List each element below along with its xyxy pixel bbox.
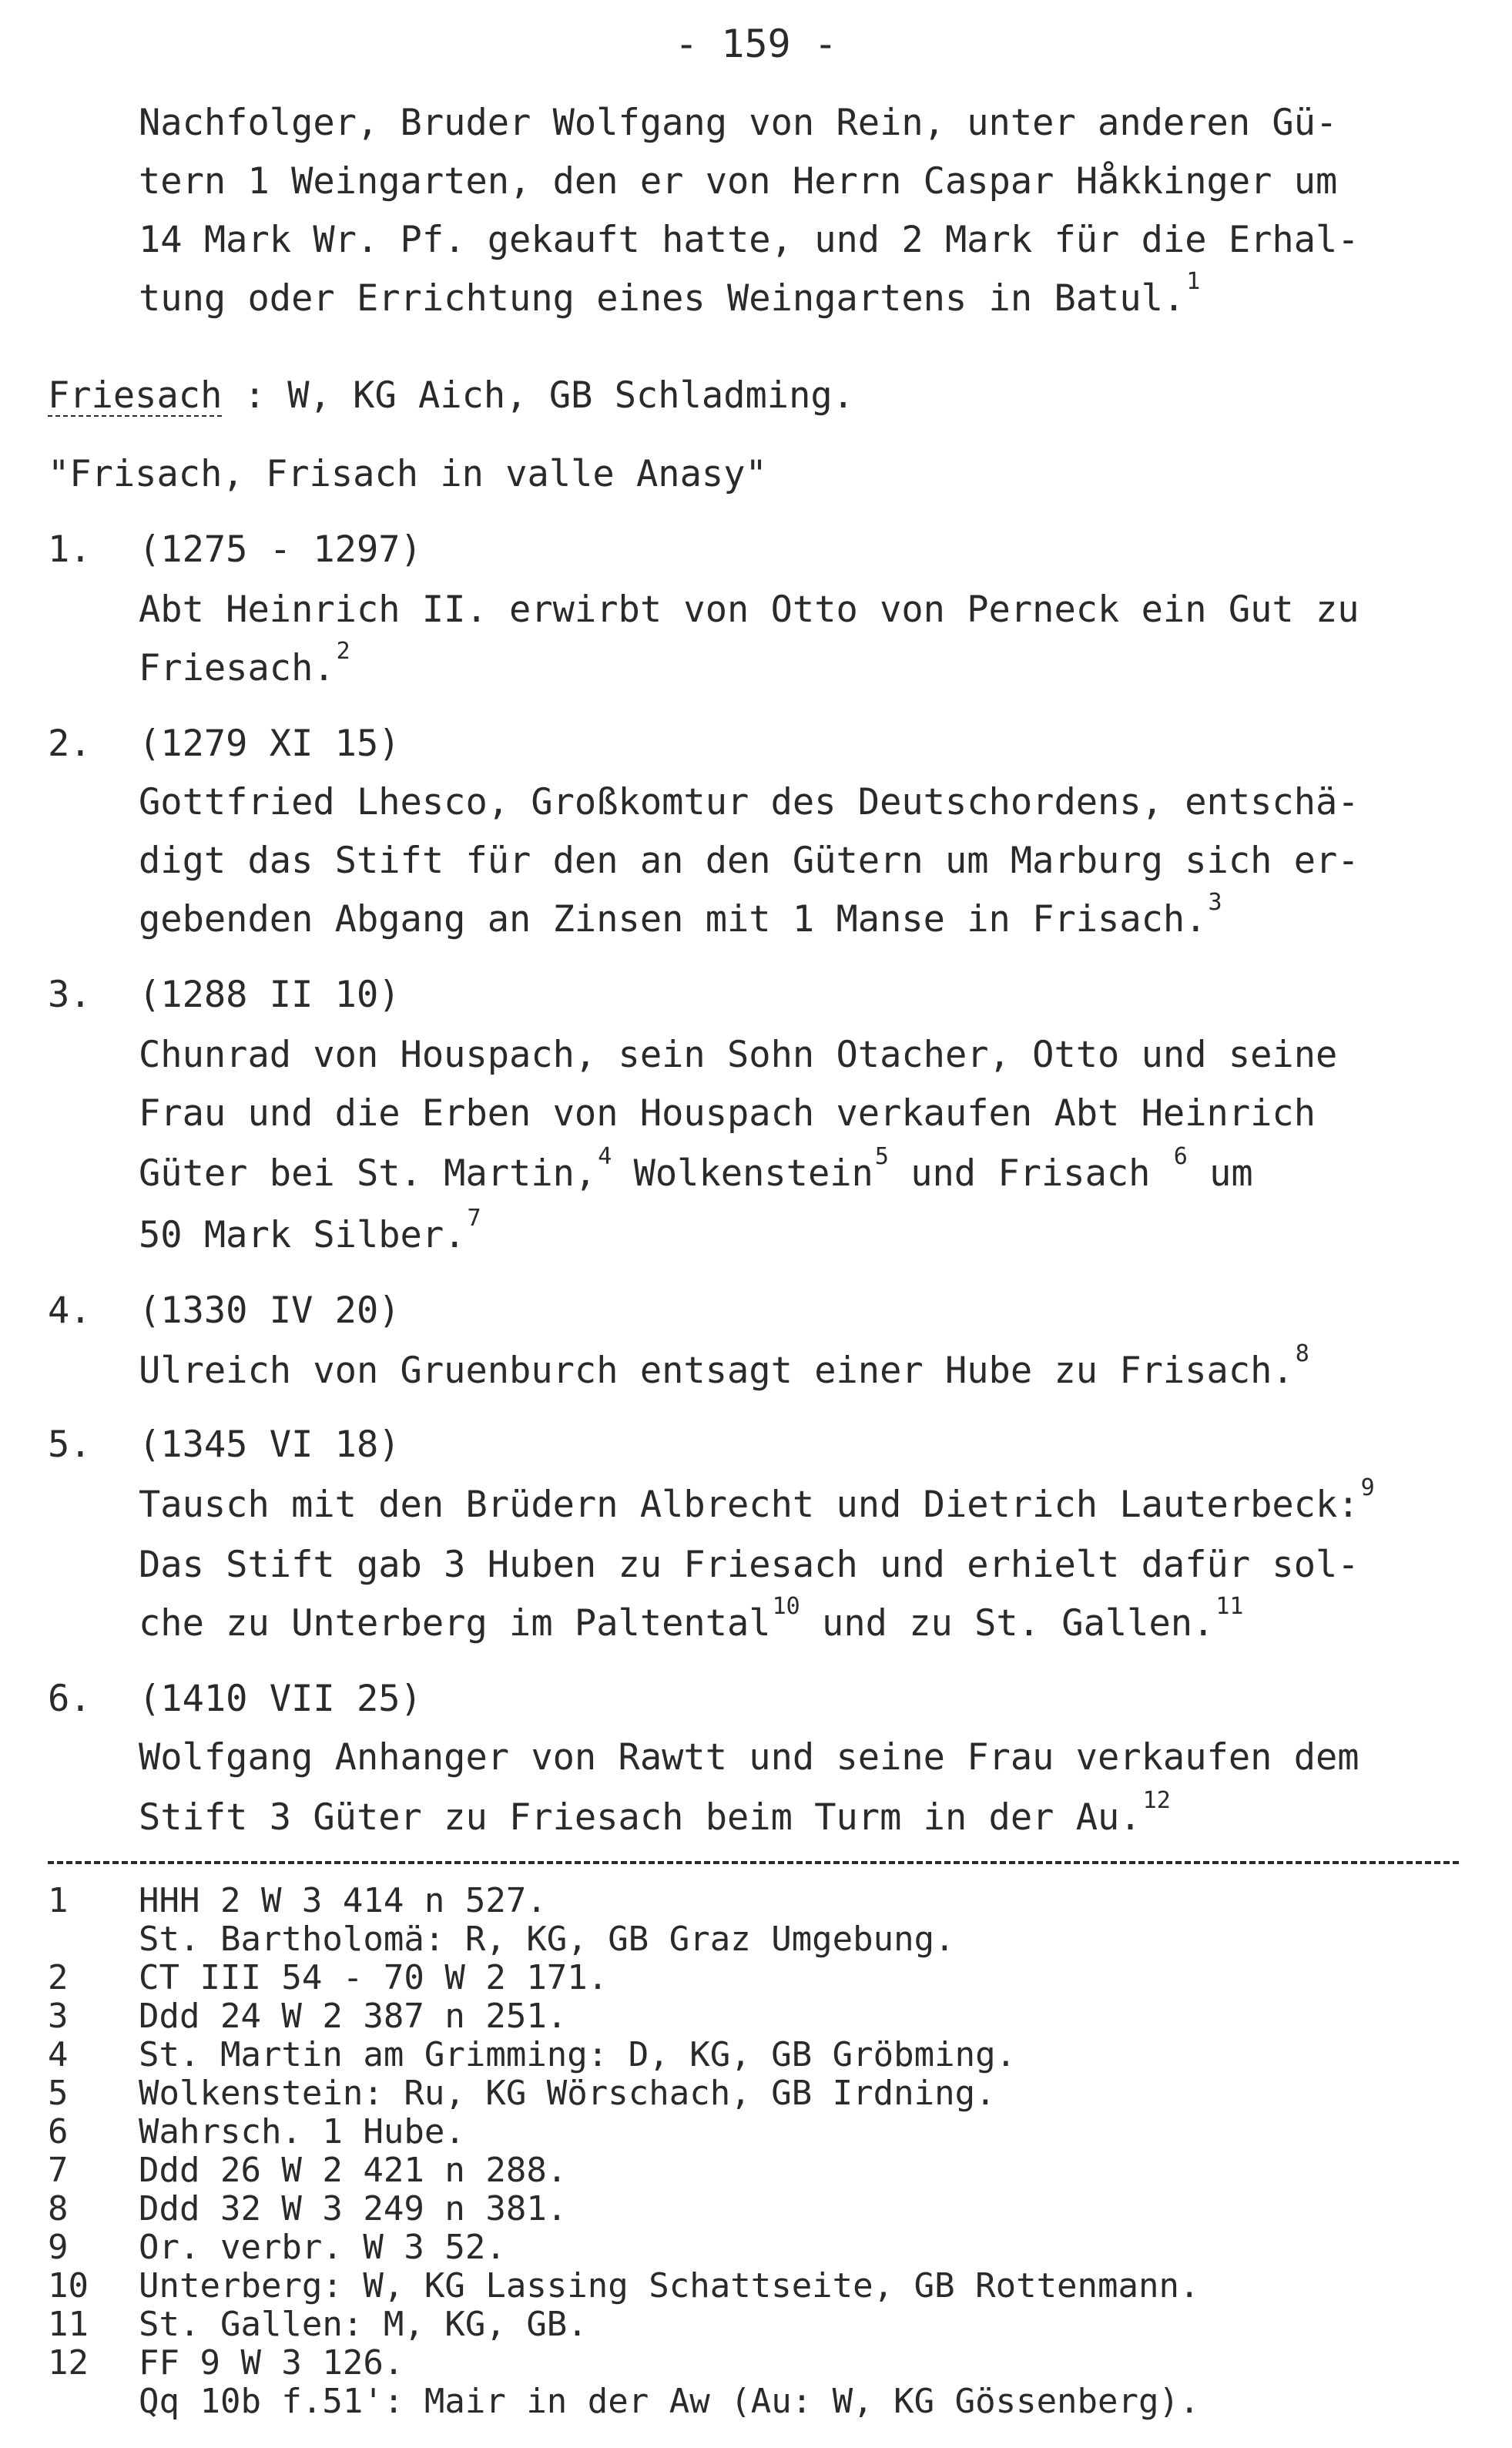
entry-date: (1345 VI 18) [139, 1424, 401, 1466]
page-number: - 159 - [675, 22, 837, 66]
footnote-number: 5 [48, 2074, 69, 2113]
footnote-ref: 3 [1208, 889, 1222, 916]
footnote-text: Or. verbr. W 3 52. [139, 2228, 506, 2267]
entry-text [139, 1340, 1309, 1392]
footnote-text: St. Gallen: M, KG, GB. [139, 2305, 588, 2344]
footnote-text: Ddd 32 W 3 249 n 381. [139, 2189, 568, 2228]
footnote-text: Wolkenstein: Ru, KG Wörschach, GB Irdning. [139, 2074, 996, 2113]
footnote-ref: 1 [1186, 268, 1201, 295]
footnote-text: Wahrsch. 1 Hube. [139, 2112, 465, 2151]
entry-text-span: um [1187, 1152, 1253, 1195]
entry-text: Wolfgang Anhanger von Rawtt und seine Frau verkaufen dem [139, 1736, 1359, 1779]
footnote-number: 6 [48, 2112, 69, 2151]
footnote-number: 7 [48, 2151, 69, 2190]
entry-text [139, 1474, 1375, 1526]
footnote-ref: 6 [1173, 1143, 1188, 1170]
footnote-ref: 12 [1142, 1787, 1171, 1814]
entry-text-span: gebenden Abgang an Zinsen mit 1 Manse in Frisach. [139, 898, 1207, 941]
entry-text [139, 889, 1222, 941]
entry-text: Frau und die Erben von Houspach verkaufen Abt Heinrich [139, 1092, 1316, 1135]
entry-number: 6. [48, 1678, 92, 1720]
entry-text-span: Güter bei St. Martin, [139, 1152, 597, 1195]
entry-text: Abt Heinrich II. erwirbt von Otto von Perneck ein Gut zu [139, 589, 1359, 631]
entry-text-span: und Frisach [888, 1152, 1172, 1195]
entry-text [139, 1143, 1253, 1195]
footnote-ref: 9 [1360, 1474, 1375, 1501]
footnote-text: HHH 2 W 3 414 n 527. [139, 1881, 547, 1920]
entry-text-span: Tausch mit den Brüdern Albrecht und Dietrich Lauterbeck: [139, 1484, 1359, 1526]
footnote-number: 9 [48, 2228, 69, 2267]
entry-number: 3. [48, 974, 92, 1016]
footnote-ref: 2 [336, 638, 350, 665]
entry-text [139, 638, 350, 689]
footnote-text: FF 9 W 3 126. [139, 2343, 404, 2383]
entry-text-span: Ulreich von Gruenburch entsagt einer Hube zu Frisach. [139, 1350, 1294, 1392]
footnote-text: St. Martin am Grimming: D, KG, GB Gröbming. [139, 2035, 1017, 2074]
footnote-text: Ddd 24 W 2 387 n 251. [139, 1997, 568, 2036]
footnote-number: 3 [48, 1997, 69, 2036]
intro-line-1: Nachfolger, Bruder Wolfgang von Rein, unter anderen Gü- [139, 102, 1338, 144]
entry-text-span: che zu Unterberg im Paltental [139, 1602, 771, 1645]
entry-number: 5. [48, 1424, 92, 1466]
intro-line-4 [139, 268, 1201, 320]
footnote-text: St. Bartholomä: R, KG, GB Graz Umgebung. [139, 1920, 955, 1959]
place-heading [48, 374, 854, 417]
footnote-text: Qq 10b f.51': Mair in der Aw (Au: W, KG Gössenberg). [139, 2382, 1200, 2421]
entry-date: (1275 - 1297) [139, 528, 422, 571]
footnote-number: 10 [48, 2266, 89, 2305]
place-details: : W, KG Aich, GB Schladming. [222, 374, 854, 417]
entry-date: (1410 VII 25) [139, 1678, 422, 1720]
entry-date: (1288 II 10) [139, 974, 401, 1016]
footnote-number: 8 [48, 2189, 69, 2228]
intro-line-4-text: tung oder Errichtung eines Weingartens in Batul. [139, 277, 1185, 320]
entry-text [139, 1205, 481, 1256]
footnote-ref: 4 [598, 1143, 612, 1170]
footnote-ref: 11 [1215, 1593, 1244, 1620]
footnote-ref: 7 [467, 1205, 481, 1232]
entry-number: 2. [48, 723, 92, 765]
place-name: Friesach [48, 374, 223, 417]
entry-number: 4. [48, 1289, 92, 1332]
footnote-ref: 10 [772, 1593, 800, 1620]
footnote-text: CT III 54 - 70 W 2 171. [139, 1958, 608, 1997]
entry-text-span: Wolkenstein [612, 1152, 873, 1195]
footnote-ref: 8 [1295, 1340, 1309, 1367]
entry-text: Gottfried Lhesco, Großkomtur des Deutschordens, entschä- [139, 781, 1359, 823]
entry-text: Das Stift gab 3 Huben zu Friesach und erhielt dafür sol- [139, 1544, 1359, 1586]
entry-date: (1279 XI 15) [139, 723, 401, 765]
footnote-ref: 5 [874, 1143, 889, 1170]
entry-text: digt das Stift für den an den Gütern um Marburg sich er- [139, 840, 1359, 882]
footnote-number: 2 [48, 1958, 69, 1997]
entry-text-span: und zu St. Gallen. [800, 1602, 1215, 1645]
intro-line-2: tern 1 Weingarten, den er von Herrn Caspar Håkkinger um [139, 160, 1338, 203]
entry-date: (1330 IV 20) [139, 1289, 401, 1332]
footnote-number: 12 [48, 2343, 89, 2383]
entry-text: Chunrad von Houspach, sein Sohn Otacher, Otto und seine [139, 1034, 1338, 1076]
footnote-number: 4 [48, 2035, 69, 2074]
footnote-text: Ddd 26 W 2 421 n 288. [139, 2151, 568, 2190]
intro-line-3: 14 Mark Wr. Pf. gekauft hatte, und 2 Mark für die Erhal- [139, 219, 1359, 261]
entry-text-span: Friesach. [139, 647, 335, 689]
entry-text-span: 50 Mark Silber. [139, 1214, 466, 1256]
footnote-number: 11 [48, 2305, 89, 2344]
footnote-separator [48, 1861, 1459, 1864]
footnote-text: Unterberg: W, KG Lassing Schattseite, GB Rottenmann. [139, 2266, 1200, 2305]
entry-text [139, 1787, 1171, 1839]
entry-text [139, 1593, 1244, 1645]
footnote-number: 1 [48, 1881, 69, 1920]
place-variants: "Frisach, Frisach in valle Anasy" [48, 453, 767, 495]
entry-number: 1. [48, 528, 92, 571]
entry-text-span: Stift 3 Güter zu Friesach beim Turm in der Au. [139, 1796, 1142, 1839]
